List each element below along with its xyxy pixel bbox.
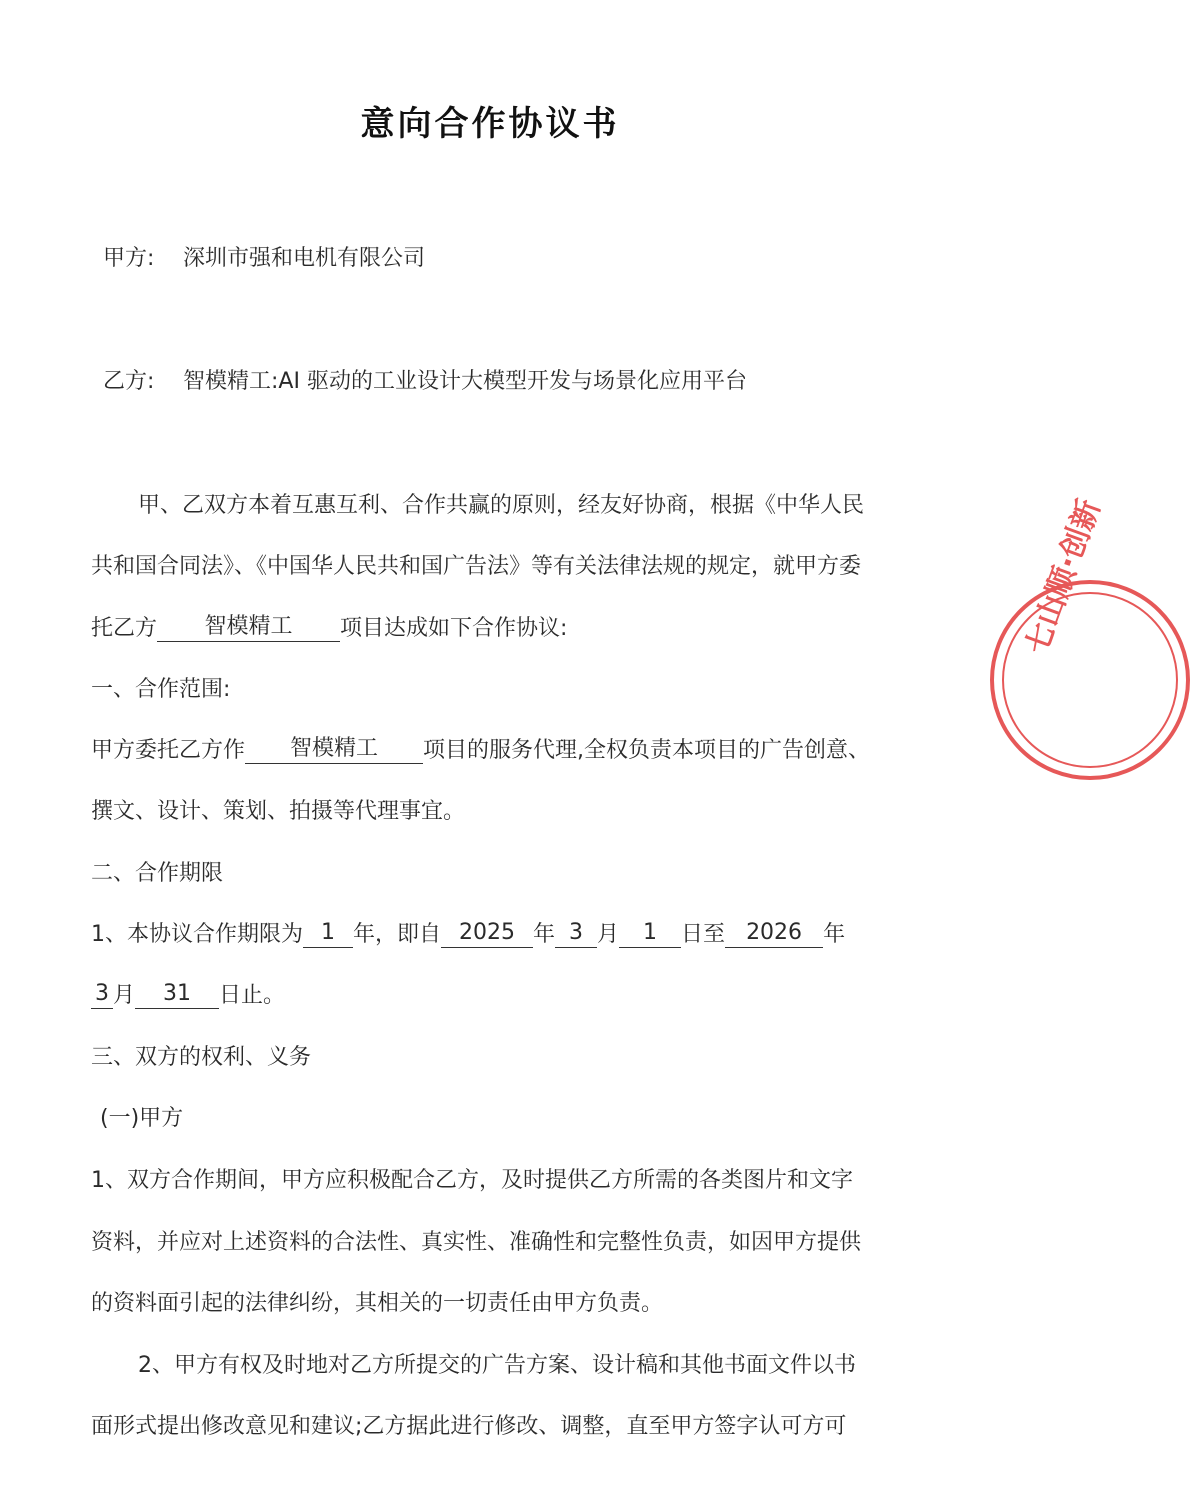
end-year-blank: 2026 [725, 920, 823, 948]
year-suffix: 年，即自 [353, 922, 442, 947]
section1-line-2: 撰文、设计、策划、拍摄等代理事宜。 [91, 799, 466, 824]
end-month-blank: 3 [91, 981, 113, 1009]
day-to: 日至 [681, 922, 726, 947]
party-b-line [103, 367, 747, 397]
item2-line-2: 面形式提出修改意见和建议;乙方据此进行修改、调整，直至甲方签字认可方可 [91, 1414, 847, 1439]
section1-before: 甲方委托乙方作 [91, 738, 246, 763]
section1-project-blank: 智模精工 [245, 736, 423, 764]
intro-project-blank: 智模精工 [157, 614, 340, 642]
party-b-label: 乙方: [103, 369, 155, 394]
intro-line-2: 共和国合同法》、《中国华人民共和国广告法》等有关法律法规的规定，就甲方委 [91, 554, 862, 579]
term-years-blank: 1 [303, 920, 353, 948]
start-month-blank: 3 [555, 920, 597, 948]
start-year-blank: 2025 [441, 920, 533, 948]
section1-line-1 [91, 736, 870, 766]
day-end: 日止。 [219, 983, 286, 1008]
document-title: 意向合作协议书 [360, 104, 620, 144]
seal-text: 七山顺·创新 [1019, 495, 1108, 659]
unit-year-2: 年 [823, 922, 846, 947]
section2-end-line [91, 981, 285, 1011]
intro-before: 托乙方 [91, 616, 158, 641]
intro-line-1: 甲、乙双方本着互惠互利、合作共赢的原则，经友好协商，根据《中华人民 [138, 493, 865, 518]
party-a-label: 甲方: [103, 246, 155, 271]
party-a-line [103, 244, 425, 274]
section1-after: 项目的服务代理,全权负责本项目的广告创意、 [423, 738, 871, 763]
unit-year-1: 年 [533, 922, 556, 947]
section1-heading: 一、合作范围: [91, 677, 231, 702]
item2-line-1: 2、甲方有权及时地对乙方所提交的广告方案、设计稿和其他书面文件以书 [138, 1353, 856, 1378]
section3-sub-a: (一)甲方 [100, 1106, 184, 1131]
item1-line-1: 1、双方合作期间，甲方应积极配合乙方，及时提供乙方所需的各类图片和文字 [91, 1168, 853, 1193]
intro-line-3 [91, 614, 567, 644]
section2-term-line [91, 920, 845, 950]
party-b-name: 智模精工:AI 驱动的工业设计大模型开发与场景化应用平台 [183, 369, 747, 394]
party-a-name: 深圳市强和电机有限公司 [183, 246, 426, 271]
item1-line-2: 资料，并应对上述资料的合法性、真实性、准确性和完整性负责，如因甲方提供 [91, 1230, 862, 1255]
unit-month-2: 月 [113, 983, 136, 1008]
intro-after: 项目达成如下合作协议: [340, 616, 568, 641]
start-day-blank: 1 [619, 920, 681, 948]
item1-line-3: 的资料面引起的法律纠纷，其相关的一切责任由甲方负责。 [91, 1291, 664, 1316]
term-prefix: 1、本协议合作期限为 [91, 922, 303, 947]
section2-heading: 二、合作期限 [91, 861, 224, 886]
end-day-blank: 31 [135, 981, 219, 1009]
section3-heading: 三、双方的权利、义务 [91, 1045, 312, 1070]
company-seal [990, 495, 1190, 780]
unit-month-1: 月 [597, 922, 620, 947]
